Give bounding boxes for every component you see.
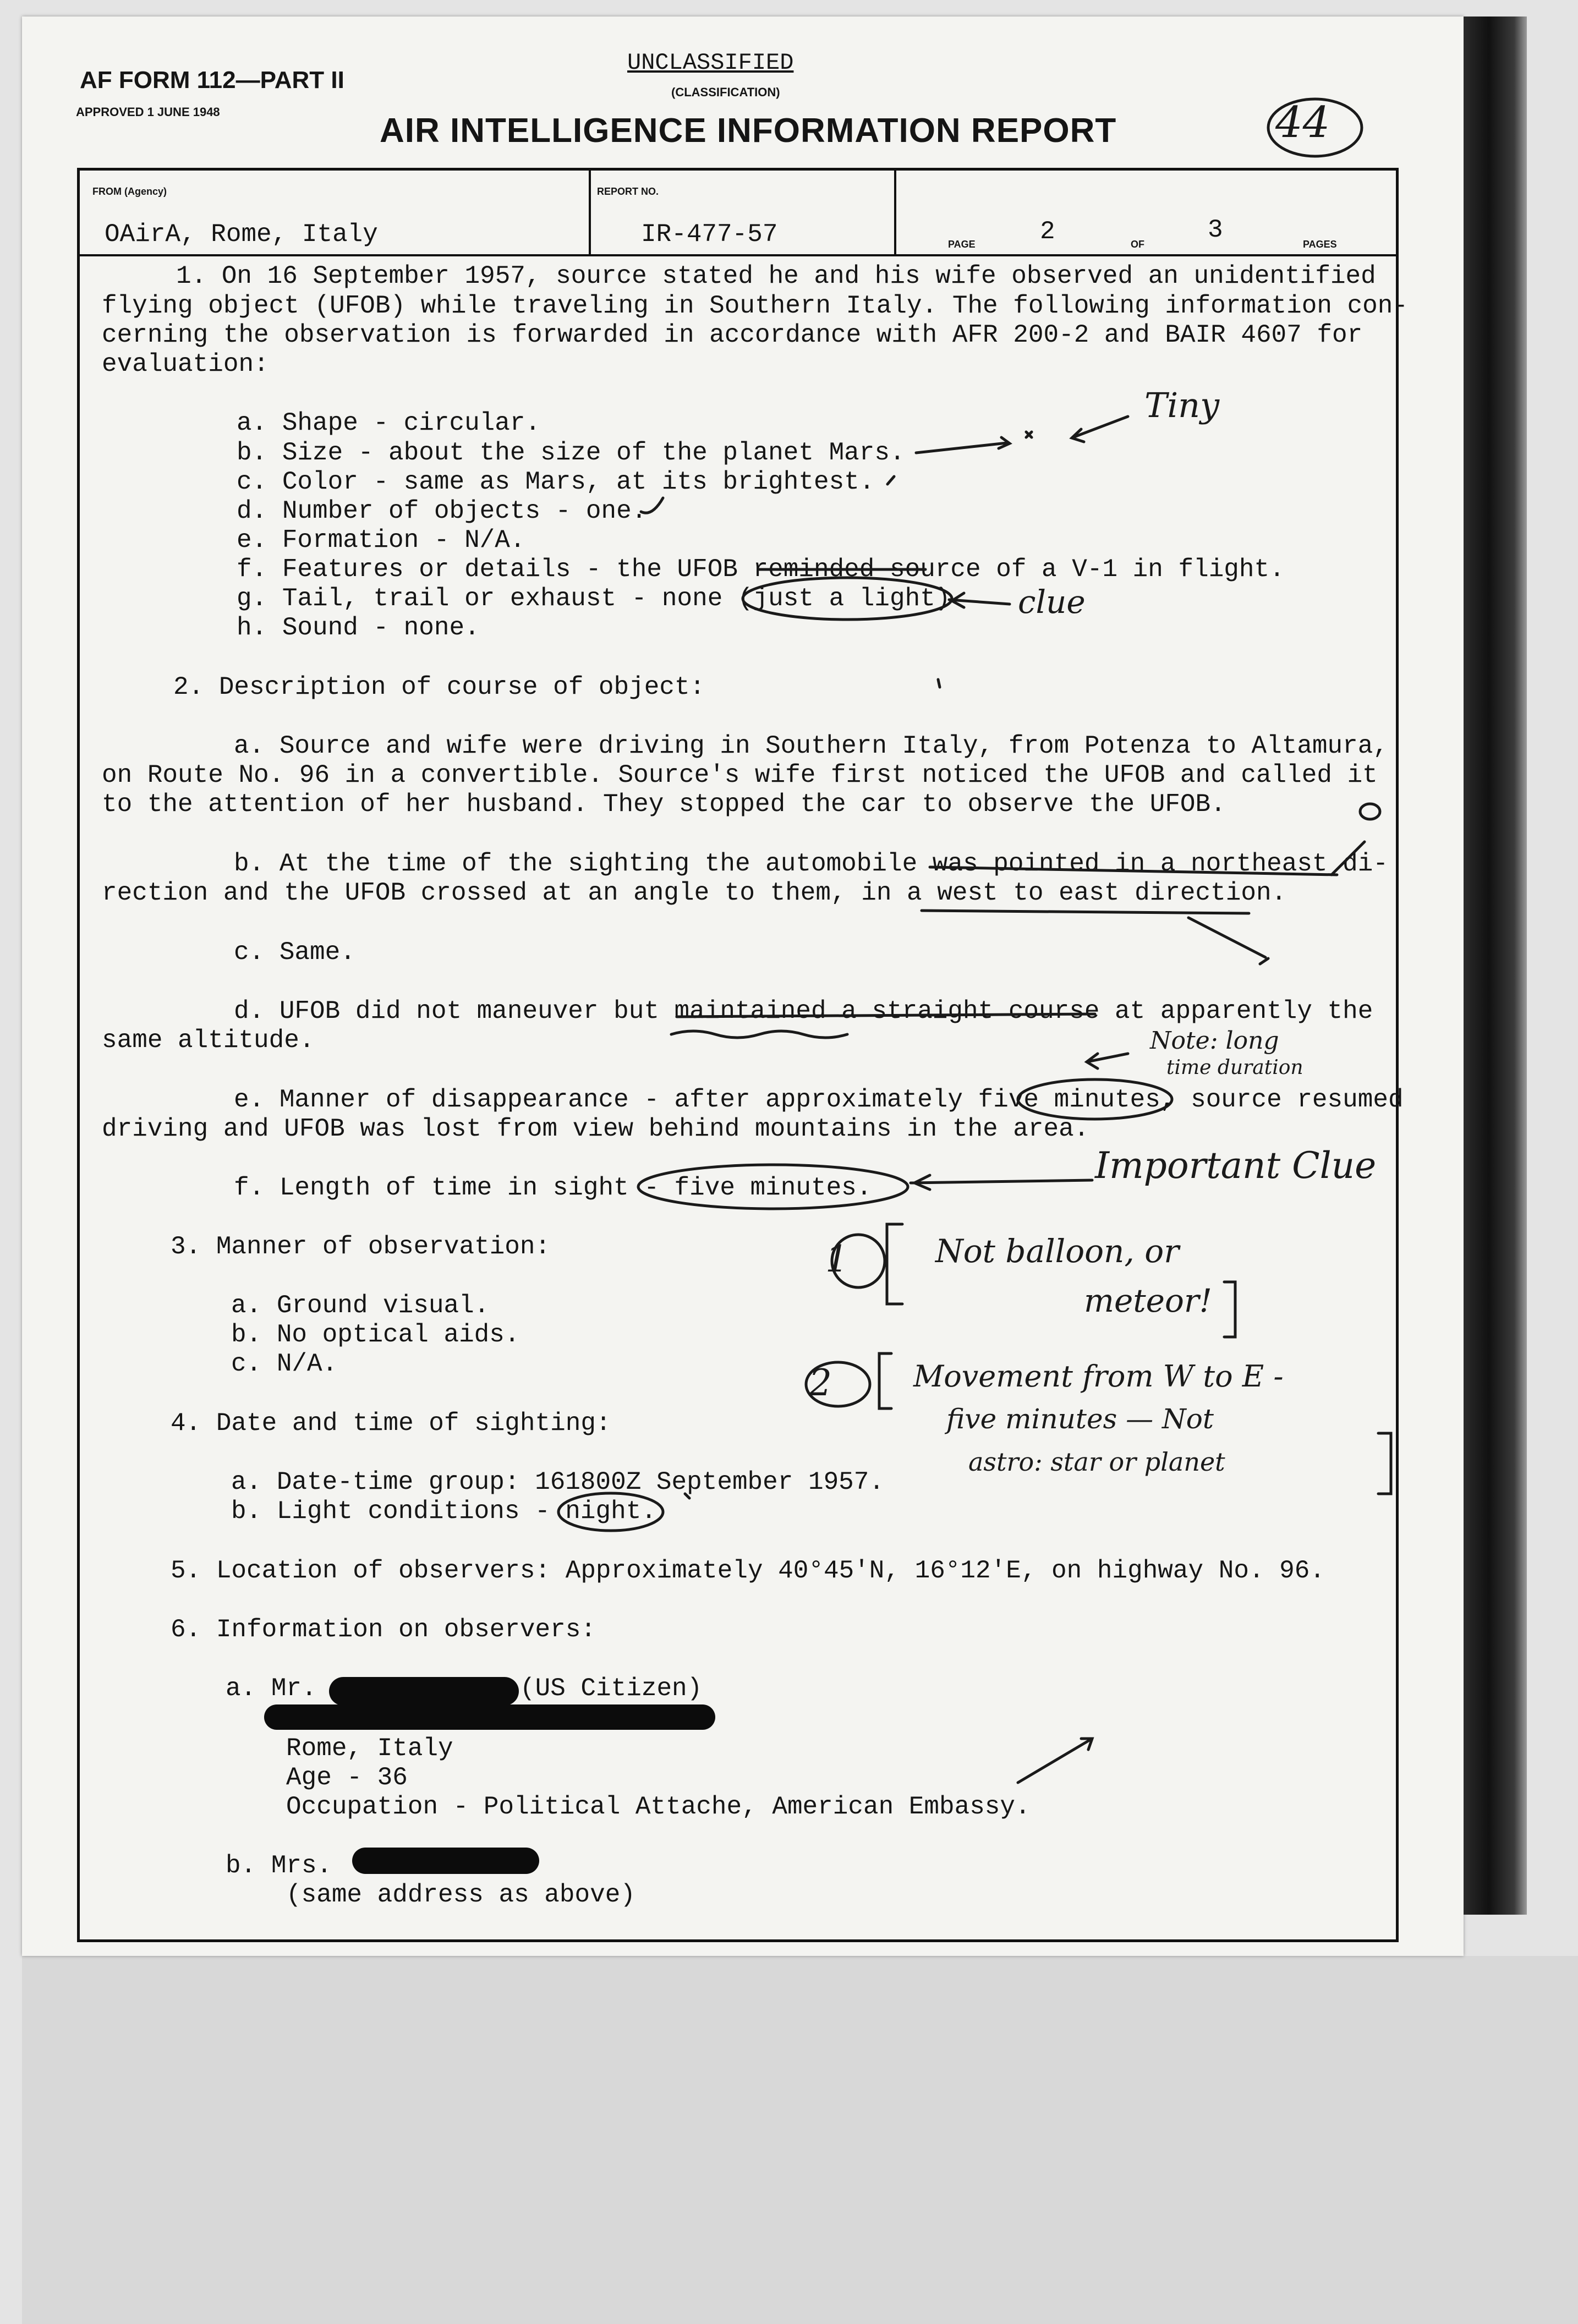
p2a-line-3: to the attention of her husband. They stopped the car to observe the UFOB. [102, 790, 1226, 819]
p2e-line-1: e. Manner of disappearance - after approximately five minutes, source resumed [234, 1086, 1404, 1114]
check-mark-attache [1018, 1739, 1092, 1783]
p2-heading: 2. Description of course of object: [173, 673, 705, 701]
stamp-number: 44 [1275, 98, 1330, 147]
p2d-line-2: same altitude. [102, 1026, 315, 1055]
pages-label: PAGES [1303, 239, 1337, 250]
note-1-line-2: meteor! [1084, 1282, 1212, 1319]
p6a-citizenship: (US Citizen) [520, 1674, 703, 1703]
circle-five-minutes-1 [1018, 1079, 1172, 1119]
p4-heading: 4. Date and time of sighting: [171, 1409, 611, 1438]
p1-line-2: flying object (UFOB) while traveling in Southern Italy. The following information con- [102, 292, 1408, 320]
note-long-time-2: time duration [1166, 1056, 1303, 1079]
p4-item-a: a. Date-time group: 161800Z September 1957. [231, 1468, 884, 1497]
p1-item-h: h. Sound - none. [237, 613, 480, 642]
p1-item-f: f. Features or details - the UFOB reminded source of a V-1 in flight. [237, 555, 1285, 584]
p6a-line-3: Occupation - Political Attache, American Embassy. [286, 1793, 1031, 1821]
note-2-line-2: five minutes — Not [946, 1403, 1214, 1435]
note-1-line-1: Not balloon, or [935, 1232, 1179, 1270]
p6a-line-1: Rome, Italy [286, 1734, 453, 1763]
note-tiny: Tiny [1144, 385, 1220, 425]
star-mark [1026, 432, 1032, 437]
check-mark [641, 498, 663, 513]
circle-night [558, 1493, 663, 1531]
arrow-direction [1188, 918, 1268, 964]
p1-item-b: b. Size - about the size of the planet Mars. [237, 439, 905, 467]
p6-heading: 6. Information on observers: [171, 1615, 596, 1644]
p2c: c. Same. [234, 938, 355, 967]
circle-just-a-light [743, 578, 952, 620]
circle-five-minutes-2 [638, 1165, 908, 1209]
report-title: AIR INTELLIGENCE INFORMATION REPORT [380, 112, 1117, 150]
p2a-line-2: on Route No. 96 in a convertible. Source's wife first noticed the UFOB and called it [102, 761, 1378, 790]
p2d-line-1: d. UFOB did not maneuver but maintained a straight course at apparently the [234, 997, 1373, 1026]
p1-item-a: a. Shape - circular. [237, 409, 541, 437]
p1-item-g: g. Tail, trail or exhaust - none (just a light) [237, 584, 951, 613]
underline-sighting [930, 867, 1337, 875]
page-label: PAGE [948, 239, 976, 250]
approved-date: APPROVED 1 JUNE 1948 [76, 105, 220, 119]
underline-straight-course [677, 1014, 1095, 1017]
note-important-clue: Important Clue [1095, 1144, 1377, 1187]
note-clue: clue [1018, 583, 1086, 621]
bracket-left-1 [887, 1224, 902, 1304]
classification-marking: UNCLASSIFIED [627, 50, 794, 76]
p6b-name-prefix: b. Mrs. [226, 1851, 332, 1880]
p3-heading: 3. Manner of observation: [171, 1232, 551, 1261]
p1-item-e: e. Formation - N/A. [237, 526, 525, 555]
of-value: 3 [1208, 216, 1223, 244]
p6a-line-2: Age - 36 [286, 1763, 408, 1792]
p3-item-b: b. No optical aids. [231, 1320, 520, 1349]
p4-item-b: b. Light conditions - night. [231, 1497, 656, 1526]
arrow-important-clue [911, 1175, 1092, 1190]
p5: 5. Location of observers: Approximately 40°45'N, 16°12'E, on highway No. 96. [171, 1556, 1325, 1585]
of-label: OF [1131, 239, 1144, 250]
arrow-long-time [1087, 1054, 1128, 1068]
from-value: OAirA, Rome, Italy [105, 220, 378, 249]
from-label: FROM (Agency) [92, 186, 167, 197]
wavy-underline [671, 1031, 847, 1038]
circle-number-1 [832, 1235, 885, 1287]
arrow-northeast [1332, 842, 1365, 875]
bracket-right-2 [1378, 1433, 1391, 1494]
arrow-tiny [1072, 416, 1128, 442]
p2f: f. Length of time in sight - five minutes. [234, 1174, 872, 1202]
note-2-line-3: astro: star or planet [968, 1447, 1225, 1477]
p6a-name-prefix: a. Mr. [226, 1674, 317, 1703]
report-no-label: REPORT NO. [597, 186, 659, 197]
stray-mark [938, 679, 940, 687]
note-2-line-1: Movement from W to E - [913, 1359, 1284, 1394]
check-mark [887, 476, 894, 484]
note-1-number: 1 [825, 1238, 848, 1280]
p2b-line-1: b. At the time of the sighting the automobile was pointed in a northeast di- [234, 849, 1388, 878]
note-2-number: 2 [809, 1362, 832, 1404]
circle-mark [1360, 804, 1380, 819]
p1-line-4: evaluation: [102, 350, 269, 379]
classification-label: (CLASSIFICATION) [671, 85, 780, 99]
p1-item-d: d. Number of objects - one. [237, 497, 647, 525]
arrow-size [916, 437, 1010, 453]
p2b-line-2: rection and the UFOB crossed at an angle to them, in a west to east direction. [102, 879, 1287, 907]
circle-number-2 [806, 1362, 870, 1406]
p1-line-3: cerning the observation is forwarded in accordance with AFR 200-2 and BAIR 4607 for [102, 321, 1363, 349]
p1-item-c: c. Color - same as Mars, at its brightest. [237, 468, 875, 496]
stray-mark [685, 1494, 689, 1498]
p6b-line: (same address as above) [286, 1881, 635, 1909]
report-no-value: IR-477-57 [641, 220, 778, 249]
form-name: AF FORM 112—PART II [80, 67, 344, 94]
p3-item-a: a. Ground visual. [231, 1291, 490, 1320]
underline-west-to-east [922, 911, 1249, 913]
p2e-line-2: driving and UFOB was lost from view behind mountains in the area. [102, 1115, 1089, 1143]
page-value: 2 [1040, 217, 1055, 246]
bracket-right-1 [1224, 1282, 1235, 1337]
p1-line-1: 1. On 16 September 1957, source stated he and his wife observed an unidentified [176, 262, 1376, 290]
stamp-circle [1268, 99, 1362, 156]
p2a-line-1: a. Source and wife were driving in Southern Italy, from Potenza to Altamura, [234, 732, 1388, 760]
arrow-clue [949, 593, 1010, 607]
note-long-time: Note: long [1150, 1027, 1279, 1055]
bracket-left-2 [879, 1353, 891, 1408]
p3-item-c: c. N/A. [231, 1350, 338, 1378]
